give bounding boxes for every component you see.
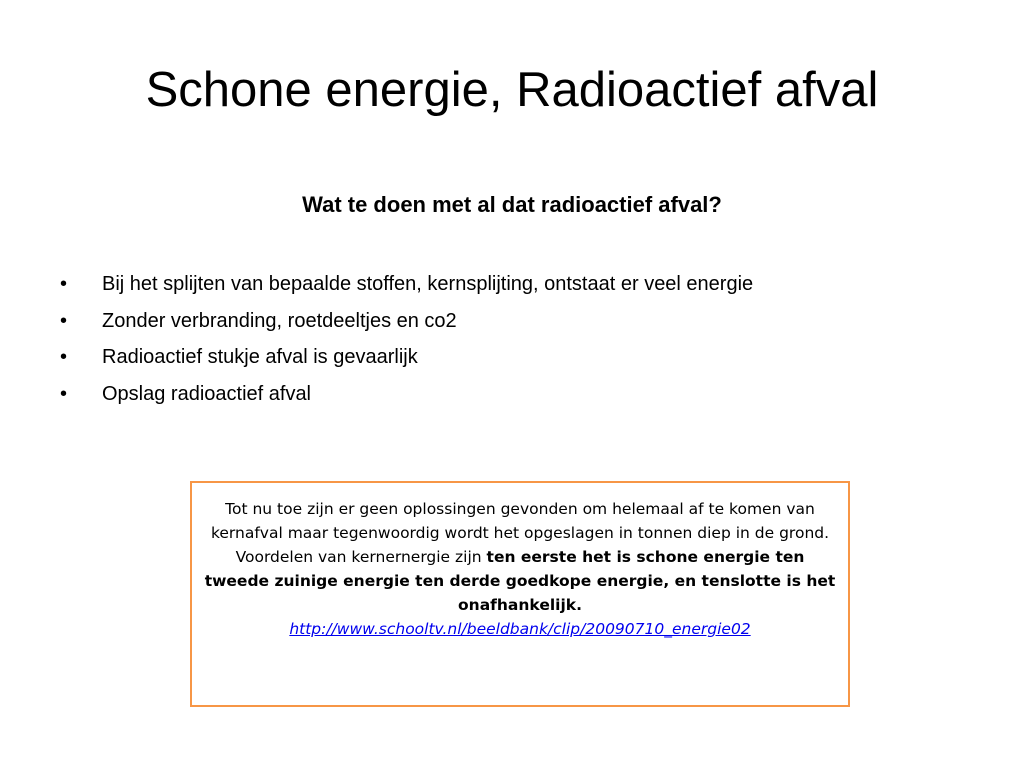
bullet-symbol: • [60, 273, 68, 295]
note-text: Tot nu toe zijn er geen oplossingen gevonden om helemaal af te komen van kernafval maar tegenwoordig wordt het opgeslagen in tonnen diep in de grond. Voordelen van kernernergie zijn [210, 500, 830, 566]
bullet-text: Opslag radioactief afval [102, 382, 312, 405]
bullet-list [60, 270, 753, 416]
slide-subtitle: Wat te doen met al dat radioactief afval? [302, 192, 722, 217]
note-bold-text: ten eerste het is schone energie ten tweede zuinige energie ten derde goedkope energie, en tenslotte is het onafhankelijk. [204, 548, 836, 614]
schooltv-link[interactable]: http://www.schooltv.nl/beeldbank/clip/20090710_energie02 [289, 620, 751, 638]
bullet-item [60, 380, 753, 417]
bullet-item [60, 307, 753, 344]
bullet-text: Zonder verbranding, roetdeeltjes en co2 [102, 309, 457, 332]
note-box [190, 481, 850, 707]
bullet-symbol: • [60, 309, 68, 332]
slide-title: Schone energie, Radioactief afval [145, 63, 879, 117]
bullet-text: Bij het splijten van bepaalde stoffen, kernsplijting, ontstaat er veel energie [102, 273, 754, 295]
bullet-item [60, 270, 753, 307]
bullet-item [60, 343, 753, 380]
bullet-text: Radioactief stukje afval is gevaarlijk [102, 346, 418, 368]
bullet-symbol: • [60, 382, 68, 405]
bullet-symbol: • [60, 346, 68, 368]
